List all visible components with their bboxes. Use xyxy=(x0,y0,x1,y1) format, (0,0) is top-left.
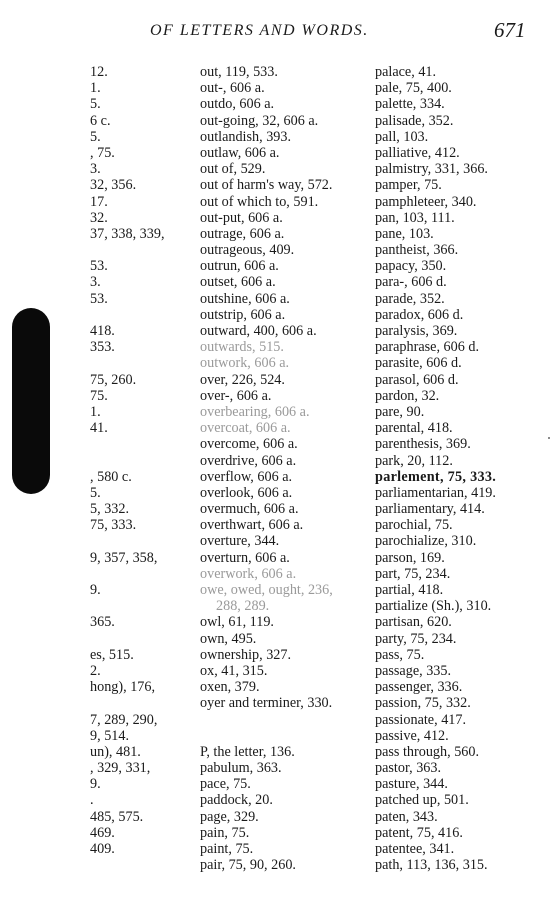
index-entry: 75, 333. xyxy=(90,517,137,534)
index-entry: parson, 169. xyxy=(375,549,445,566)
index-entry: parental, 418. xyxy=(375,420,453,437)
index-entry: owl, 61, 119. xyxy=(200,614,274,631)
index-entry: partialize (Sh.), 310. xyxy=(375,598,492,615)
index-entry: palace, 41. xyxy=(375,64,437,80)
index-entry: out of, 529. xyxy=(200,161,266,178)
index-entry: overdrive, 606 a. xyxy=(200,452,297,469)
index-entry: 37, 338, 339, xyxy=(90,225,165,242)
page-number: 671 xyxy=(494,18,526,42)
index-entry: paint, 75. xyxy=(200,841,254,857)
index-entry: outlandish, 393. xyxy=(200,128,292,145)
index-entry: overthwart, 606 a. xyxy=(200,517,304,534)
index-entry xyxy=(200,712,333,728)
index-entry: overbearing, 606 a. xyxy=(200,403,310,420)
index-entry: 5. xyxy=(90,96,101,113)
index-entry: overturn, 606 a. xyxy=(200,549,290,566)
scan-speck xyxy=(548,437,550,439)
index-entry: papacy, 350. xyxy=(375,258,447,275)
index-entry: paradox, 606 d. xyxy=(375,306,464,323)
index-entry: parliamentarian, 419. xyxy=(375,484,496,501)
index-entry: palette, 334. xyxy=(375,96,445,113)
index-entry: 288, 289. xyxy=(216,598,270,615)
index-entry: , 329, 331, xyxy=(90,760,151,777)
index-entry: un), 481. xyxy=(90,743,141,760)
index-entry: passionate, 417. xyxy=(375,711,467,728)
index-entry: own, 495. xyxy=(200,630,257,647)
index-entry: 32. xyxy=(90,209,108,226)
index-entry xyxy=(90,598,164,614)
index-entry: outrageous, 409. xyxy=(200,242,295,259)
index-entry: pair, 75, 90, 260. xyxy=(200,857,296,874)
index-entry: patent, 75, 416. xyxy=(375,824,463,841)
index-entry: outrun, 606 a. xyxy=(200,258,279,275)
index-entry: overmuch, 606 a. xyxy=(200,501,299,518)
index-entry: 469. xyxy=(90,824,115,841)
index-entry: oxen, 379. xyxy=(200,679,260,696)
index-entry: overflow, 606 a. xyxy=(200,468,293,485)
index-entry: outdo, 606 a. xyxy=(200,96,275,113)
index-entry: 17. xyxy=(90,193,108,210)
index-entry: outshine, 606 a. xyxy=(200,290,290,307)
index-entry: , 75. xyxy=(90,144,115,161)
index-entry xyxy=(90,533,164,549)
index-entry: pastor, 363. xyxy=(375,760,442,777)
index-entry: partial, 418. xyxy=(375,582,444,598)
index-entry: patched up, 501. xyxy=(375,792,469,809)
index-column-middle xyxy=(200,64,333,873)
index-entry: pass, 75. xyxy=(375,646,425,663)
index-entry: outward, 400, 606 a. xyxy=(200,323,317,339)
index-entry: paraphrase, 606 d. xyxy=(375,339,480,356)
index-entry: es, 515. xyxy=(90,646,134,663)
index-entry: oyer and terminer, 330. xyxy=(200,695,333,712)
index-entry: parlement, 75, 333. xyxy=(375,468,497,485)
index-entry: overlook, 606 a. xyxy=(200,484,293,501)
index-entry: parasol, 606 d. xyxy=(375,371,459,388)
index-entry: pasture, 344. xyxy=(375,776,448,793)
index-entry: 1. xyxy=(90,403,101,420)
index-entry: . xyxy=(90,792,94,809)
index-entry: 9. xyxy=(90,582,101,598)
index-entry: path, 113, 136, 315. xyxy=(375,857,488,874)
index-entry: partisan, 620. xyxy=(375,614,452,631)
index-entry: pardon, 32. xyxy=(375,387,440,404)
index-entry: page, 329. xyxy=(200,808,259,825)
index-entry: outwork, 606 a. xyxy=(200,355,290,372)
page-header xyxy=(0,18,560,48)
index-entry: hong), 176, xyxy=(90,679,156,696)
index-entry: 418. xyxy=(90,323,115,339)
index-entry xyxy=(90,695,164,711)
index-entry: pan, 103, 111. xyxy=(375,209,455,226)
index-entry: paten, 343. xyxy=(375,808,438,825)
index-entry: pass through, 560. xyxy=(375,743,480,760)
index-entry: paddock, 20. xyxy=(200,792,273,809)
index-entry: out of harm's way, 572. xyxy=(200,177,333,194)
index-entry: out-, 606 a. xyxy=(200,80,265,97)
index-entry xyxy=(90,453,164,469)
index-entry: 32, 356. xyxy=(90,177,137,194)
index-entry: outrage, 606 a. xyxy=(200,225,285,242)
index-entry: 12. xyxy=(90,64,108,80)
index-entry: part, 75, 234. xyxy=(375,565,451,582)
index-entry: out-going, 32, 606 a. xyxy=(200,112,319,129)
index-column-right xyxy=(375,64,496,873)
index-entry: outwards, 515. xyxy=(200,339,284,356)
index-entry: passage, 335. xyxy=(375,662,452,679)
index-entry: overcoat, 606 a. xyxy=(200,420,291,437)
index-entry: 5. xyxy=(90,484,101,501)
index-entry xyxy=(90,355,164,371)
index-entry: 1. xyxy=(90,80,101,97)
index-entry: pamphleteer, 340. xyxy=(375,193,477,210)
index-entry: 3. xyxy=(90,274,101,291)
index-entry xyxy=(90,307,164,323)
index-entry: pane, 103. xyxy=(375,225,434,242)
index-entry: 3. xyxy=(90,161,101,178)
index-entry: overwork, 606 a. xyxy=(200,565,297,582)
index-entry: passive, 412. xyxy=(375,727,449,744)
index-entry: 41. xyxy=(90,420,108,437)
index-entry: parochialize, 310. xyxy=(375,533,477,550)
index-entry: 409. xyxy=(90,841,115,857)
index-entry: pantheist, 366. xyxy=(375,242,459,259)
index-entry: parasite, 606 d. xyxy=(375,355,462,372)
index-entry: 365. xyxy=(90,614,115,631)
index-entry: 6 c. xyxy=(90,112,111,129)
index-entry xyxy=(90,436,164,452)
index-entry: pall, 103. xyxy=(375,128,429,145)
index-entry: 353. xyxy=(90,339,115,356)
index-entry: palliative, 412. xyxy=(375,144,460,161)
index-entry: 75. xyxy=(90,387,108,404)
index-entry: 9, 357, 358, xyxy=(90,549,158,566)
index-entry: 2. xyxy=(90,662,101,679)
index-entry: outset, 606 a. xyxy=(200,274,276,291)
index-entry: 485, 575. xyxy=(90,808,144,825)
index-entry: 5. xyxy=(90,128,101,145)
index-entry: pamper, 75. xyxy=(375,177,442,194)
index-entry: para-, 606 d. xyxy=(375,274,447,291)
index-entry xyxy=(90,242,164,258)
index-entry: pain, 75. xyxy=(200,824,250,841)
index-entry: parade, 352. xyxy=(375,290,445,307)
index-entry: palmistry, 331, 366. xyxy=(375,161,488,178)
index-entry: over-, 606 a. xyxy=(200,387,272,404)
index-entry: , 580 c. xyxy=(90,468,132,485)
index-entry: ownership, 327. xyxy=(200,646,292,663)
index-column-left xyxy=(90,64,164,873)
index-entry: palisade, 352. xyxy=(375,112,454,129)
index-entry: 5, 332. xyxy=(90,501,130,518)
index-entry: pabulum, 363. xyxy=(200,760,282,777)
index-entry: paralysis, 369. xyxy=(375,323,458,339)
index-entry: 9, 514. xyxy=(90,727,130,744)
index-entry: owe, owed, ought, 236, xyxy=(200,582,333,598)
running-title: OF LETTERS AND WORDS. xyxy=(150,22,369,39)
index-entry: 53. xyxy=(90,258,108,275)
index-entry: passion, 75, 332. xyxy=(375,695,471,712)
index-entry: 53. xyxy=(90,290,108,307)
index-entry: outlaw, 606 a. xyxy=(200,144,280,161)
index-entry: ox, 41, 315. xyxy=(200,662,268,679)
index-entry: out, 119, 533. xyxy=(200,64,278,80)
index-entry: P, the letter, 136. xyxy=(200,743,295,760)
index-entry: pare, 90. xyxy=(375,403,425,420)
scan-thumb-shadow xyxy=(12,308,50,494)
index-entry: passenger, 336. xyxy=(375,679,463,696)
index-entry: patentee, 341. xyxy=(375,841,455,857)
index-entry xyxy=(90,857,164,873)
index-entry: park, 20, 112. xyxy=(375,452,453,469)
index-entry: outstrip, 606 a. xyxy=(200,306,286,323)
index-entry: pace, 75. xyxy=(200,776,251,793)
index-entry: overcome, 606 a. xyxy=(200,436,298,453)
index-entry: party, 75, 234. xyxy=(375,630,457,647)
index-entry xyxy=(200,728,333,744)
index-entry xyxy=(90,566,164,582)
index-entry xyxy=(90,631,164,647)
index-entry: parochial, 75. xyxy=(375,517,453,534)
index-entry: overture, 344. xyxy=(200,533,280,550)
index-entry: parliamentary, 414. xyxy=(375,501,485,518)
index-entry: over, 226, 524. xyxy=(200,371,285,388)
index-entry: parenthesis, 369. xyxy=(375,436,471,453)
index-entry: 9. xyxy=(90,776,101,793)
index-entry: pale, 75, 400. xyxy=(375,80,452,97)
index-entry: out-put, 606 a. xyxy=(200,209,283,226)
index-entry: 7, 289, 290, xyxy=(90,711,158,728)
index-entry: 75, 260. xyxy=(90,371,137,388)
index-entry: out of which to, 591. xyxy=(200,193,319,210)
